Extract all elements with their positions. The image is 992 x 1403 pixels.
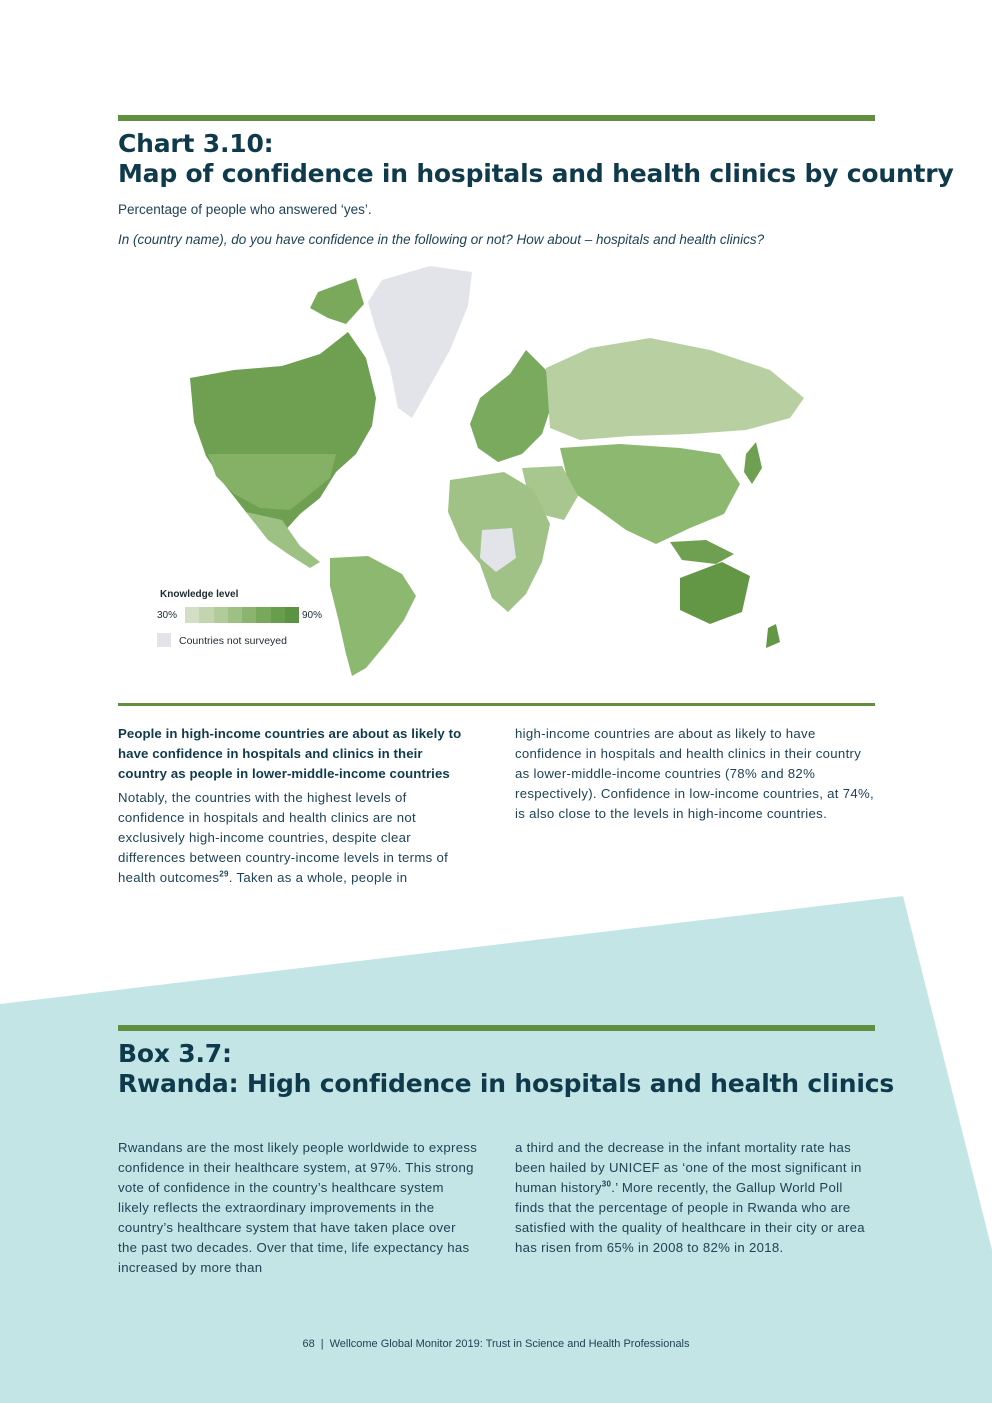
section1-right-column — [515, 724, 875, 824]
box-right-text-b: .’ More recently, the Gallup World Poll finds that the percentage of people in Rwanda who are satisfied with the quality of healthcare in their city or area has risen from 65% in 2008 to 82% in 2018. — [515, 1180, 865, 1255]
box-title: Rwanda: High confidence in hospitals and health clinics — [118, 1069, 895, 1098]
section1-left-tail: . Taken as a whole, people in — [228, 870, 408, 885]
section1-left-text: Notably, the countries with the highest levels of confidence in hospitals and health clinics are not exclusively high-income countries, despite clear differences between country-income levels in terms of health outcomes — [118, 790, 449, 885]
chart-label: Chart 3.10: — [118, 129, 274, 158]
world-map-svg — [150, 258, 850, 688]
legend-color-scale — [185, 607, 299, 623]
chart-title: Map of confidence in hospitals and health clinics by country — [118, 159, 954, 188]
map-region-south-america — [330, 556, 416, 676]
legend-scale-step-8 — [285, 607, 299, 623]
footnote-29: 29 — [219, 869, 229, 879]
page-number: 68 — [302, 1338, 315, 1350]
map-region-asia — [560, 444, 740, 544]
box-top-rule — [118, 1025, 875, 1031]
legend-scale-step-3 — [214, 607, 228, 623]
legend-not-surveyed-label: Countries not surveyed — [179, 635, 287, 647]
section1-right-paragraph: high-income countries are about as likely to have confidence in hospitals and health clinics in their country as lower-middle-income countries (78% and 82% respectively). Confidence in low-income countries, at 74%, is also close to the levels in high-income countries. — [515, 726, 874, 821]
section-rule — [118, 703, 875, 706]
footer-separator: | — [320, 1338, 324, 1350]
box-right-column — [515, 1138, 875, 1258]
legend-scale-step-6 — [256, 607, 270, 623]
box-left-column — [118, 1138, 478, 1278]
box-left-paragraph: Rwandans are the most likely people worldwide to express confidence in their healthcare system, at 97%. This strong vote of confidence in the country’s healthcare system likely reflects the extraordinary improvements in the country’s healthcare system that have taken place over the past two decades. Over that time, life expectancy has increased by more than — [118, 1140, 478, 1275]
legend-scale-step-1 — [185, 607, 199, 623]
legend-not-surveyed-swatch — [157, 633, 171, 647]
map-region-new-zealand — [766, 624, 780, 648]
map-region-russia — [546, 338, 804, 440]
legend-scale-step-4 — [228, 607, 242, 623]
legend-scale-step-5 — [242, 607, 256, 623]
map-region-japan — [744, 442, 762, 484]
publication-title: Wellcome Global Monitor 2019: Trust in Science and Health Professionals — [329, 1338, 690, 1350]
chart-top-rule — [118, 115, 875, 121]
box-right-paragraph — [515, 1138, 875, 1258]
chart-subtitle: Percentage of people who answered ‘yes’. — [118, 202, 372, 217]
section1-left-column — [118, 724, 474, 888]
box-label: Box 3.7: — [118, 1039, 232, 1068]
map-region-arctic-islands — [310, 278, 364, 324]
world-map — [150, 258, 850, 688]
map-region-europe — [470, 350, 552, 462]
legend-scale-step-7 — [271, 607, 285, 623]
legend-min-label: 30% — [157, 610, 178, 621]
map-region-greenland — [368, 266, 472, 418]
footnote-30: 30 — [601, 1179, 612, 1189]
legend-title: Knowledge level — [160, 589, 239, 600]
map-region-usa — [208, 454, 336, 510]
legend-scale-step-2 — [199, 607, 213, 623]
legend-max-label: 90% — [302, 610, 323, 621]
page-footer — [0, 1338, 992, 1350]
box-right-text-a: a third and the decrease in the infant mortality rate has been hailed by UNICEF as ‘one of the most significant in human history — [515, 1140, 862, 1195]
map-region-australia — [680, 562, 750, 624]
section1-left-paragraph — [118, 788, 474, 888]
map-region-se-asia — [670, 540, 734, 564]
chart-question: In (country name), do you have confidence in the following or not? How about – hospitals and health clinics? — [118, 232, 765, 247]
section1-lead: People in high-income countries are about as likely to have confidence in hospitals and clinics in their country as people in lower-middle-income countries — [118, 726, 462, 781]
